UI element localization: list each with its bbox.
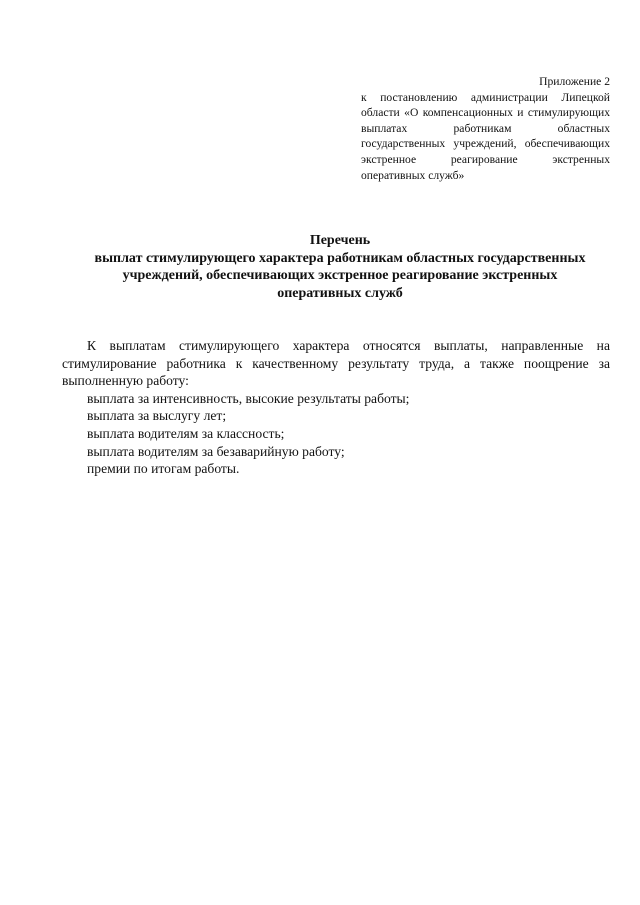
- list-item: премии по итогам работы.: [87, 461, 240, 477]
- heading-line-3: учреждений, обеспечивающих экстренное реагирование экстренных: [122, 268, 558, 283]
- list-item: выплата за интенсивность, высокие результаты работы;: [87, 390, 410, 406]
- payment-list: [62, 390, 610, 478]
- appendix-text: к постановлению администрации Липецкой области «О компенсационных и стимулирующих выплатах работникам областных государственных учреждений, обеспечивающих экстренное реагирование экстренных оперативных служб»: [361, 90, 610, 182]
- list-item: выплата за выслугу лет;: [87, 408, 227, 424]
- heading-line-2: выплат стимулирующего характера работникам областных государственных: [94, 250, 586, 266]
- appendix-title: Приложение 2: [539, 75, 610, 88]
- list-item: выплата водителям за классность;: [87, 425, 285, 441]
- list-item: выплата водителям за безаварийную работу;: [87, 443, 345, 459]
- document-content: [62, 337, 610, 478]
- heading-line-1: Перечень: [309, 233, 371, 248]
- heading-line-4: оперативных служб: [277, 285, 403, 301]
- appendix-block: [361, 74, 610, 183]
- document-heading: [40, 232, 640, 302]
- intro-paragraph: К выплатам стимулирующего характера относятся выплаты, направленные на стимулирование работника к качественному результату труда, а также поощрение за выполненную работу:: [62, 338, 610, 389]
